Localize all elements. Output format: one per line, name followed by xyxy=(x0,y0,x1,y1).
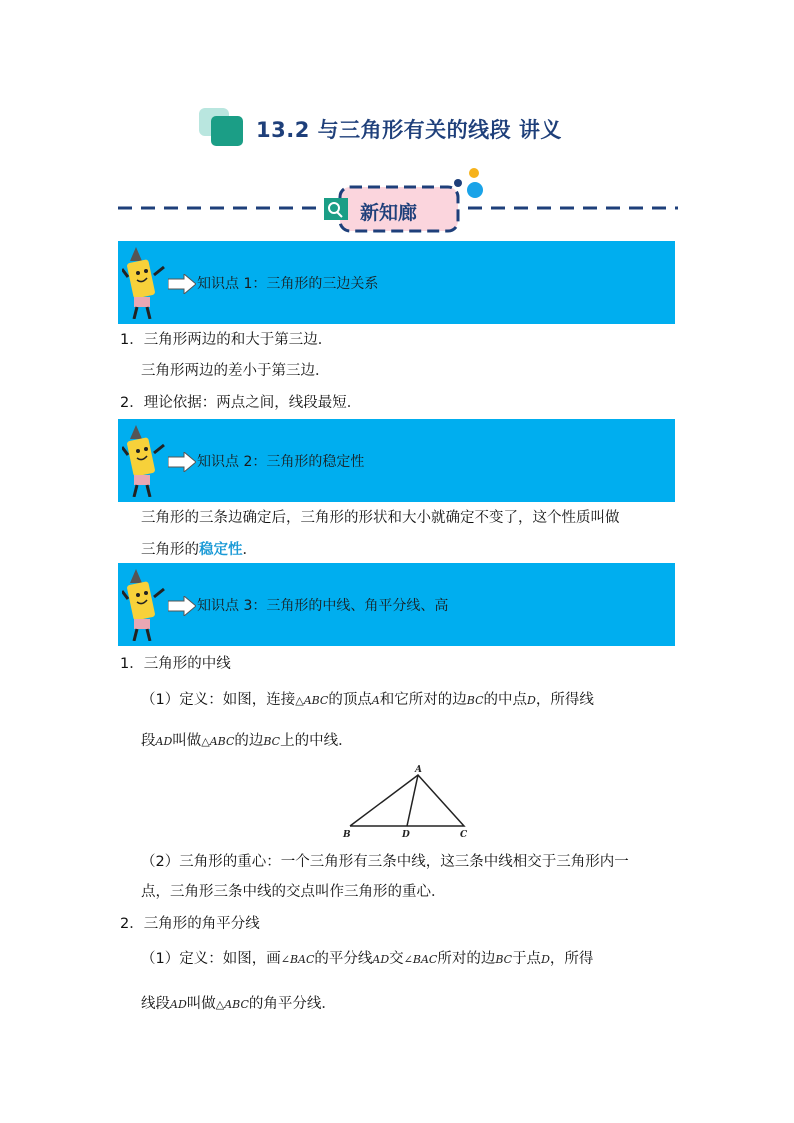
pencil-mascot-icon xyxy=(122,247,168,319)
kp3-bisector-definition-line2: 线段AD叫做△ABC的角平分线． xyxy=(141,996,336,1012)
page-title: 13.2 与三角形有关的线段 讲义 xyxy=(256,118,562,142)
section-label: 新知廊 xyxy=(360,202,418,224)
kp3-item1-heading: 1．三角形的中线 xyxy=(120,656,231,672)
kp2-line1: 三角形的三条边确定后，三角形的形状和大小就确定不变了，这个性质叫做 xyxy=(141,510,620,526)
median-triangle-figure xyxy=(336,762,476,840)
title-decoration-icon xyxy=(199,108,245,146)
kp2-line2: 三角形的稳定性． xyxy=(141,542,257,558)
highlight-term: 稳定性 xyxy=(199,542,243,558)
arrow-right-icon xyxy=(168,452,196,472)
banner-title: 知识点 2：三角形的稳定性 xyxy=(197,454,365,470)
banner-title: 知识点 1：三角形的三边关系 xyxy=(197,276,379,292)
point-label-d: D xyxy=(402,830,410,840)
kp3-median-definition-line2: 段AD叫做△ABC的边BC上的中线． xyxy=(141,733,353,749)
knowledge-point-banner-1 xyxy=(118,241,675,324)
kp3-centroid-line2: 点，三角形三条中线的交点叫作三角形的重心． xyxy=(141,884,446,900)
pencil-mascot-icon xyxy=(122,425,168,497)
arrow-right-icon xyxy=(168,274,196,294)
kp1-item1-b: 三角形两边的差小于第三边． xyxy=(141,363,330,379)
kp3-bisector-definition-line1: （1）定义：如图，画∠BAC的平分线AD交∠BAC所对的边BC于点D，所得 xyxy=(141,951,594,967)
arrow-right-icon xyxy=(168,596,196,616)
kp3-item2-heading: 2．三角形的角平分线 xyxy=(120,916,260,932)
vertex-label-a: A xyxy=(415,765,422,775)
kp3-centroid-line1: （2）三角形的重心：一个三角形有三条中线，这三条中线相交于三角形内一 xyxy=(141,854,629,870)
kp1-item1: 1．三角形两边的和大于第三边． xyxy=(120,332,333,348)
pencil-mascot-icon xyxy=(122,569,168,641)
knowledge-point-banner-3 xyxy=(118,563,675,646)
banner-title: 知识点 3：三角形的中线、角平分线、高 xyxy=(197,598,449,614)
vertex-label-b: B xyxy=(343,830,351,840)
vertex-label-c: C xyxy=(460,830,468,840)
kp1-item2: 2．理论依据：两点之间，线段最短． xyxy=(120,395,362,411)
kp3-median-definition-line1: （1）定义：如图，连接△ABC的顶点A和它所对的边BC的中点D，所得线 xyxy=(141,692,594,708)
search-icon xyxy=(324,198,348,220)
knowledge-point-banner-2 xyxy=(118,419,675,502)
